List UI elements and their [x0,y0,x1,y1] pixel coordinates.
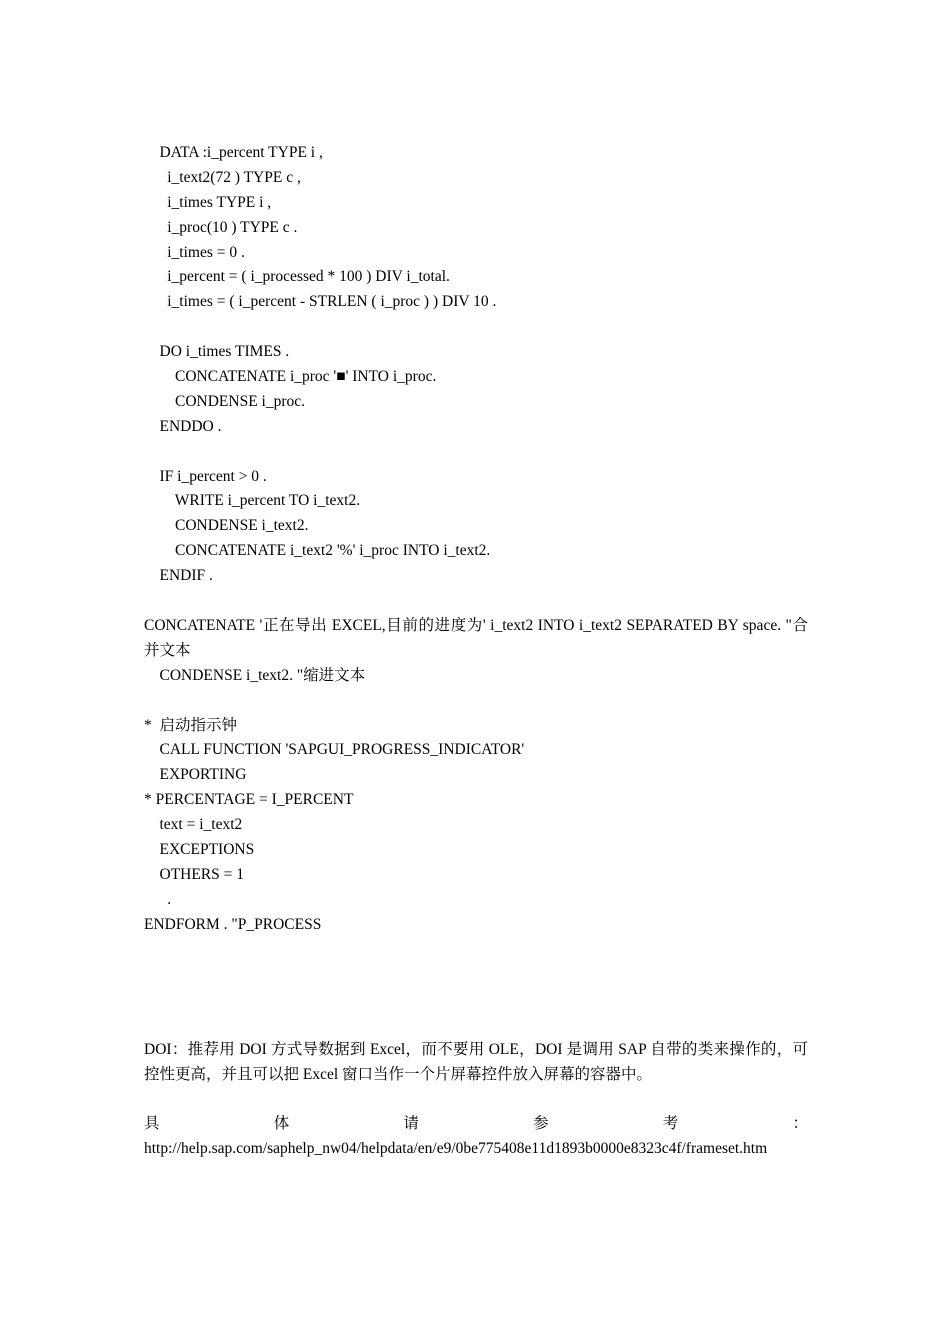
code-line [144,315,808,340]
code-block [144,141,808,938]
code-line: ENDDO . [144,417,222,435]
doi-paragraph: DOI：推荐用 DOI 方式导数据到 Excel，而不要用 OLE，DOI 是调用 SAP 自带的类来操作的，可控性更高，并且可以把 Excel 窗口当作一个片屏幕控件放入屏幕的容器中。 [144,1041,808,1083]
code-line: WRITE i_percent TO i_text2. [144,492,361,510]
code-line: OTHERS = 1 [144,865,245,883]
code-line: CONCATENATE i_text2 '%' i_proc INTO i_text2. [144,542,491,560]
reference-url[interactable]: http://help.sap.com/saphelp_nw04/helpdata/en/e9/0be775408e11d1893b0000e8323c4f/frameset.htm [144,1139,768,1157]
reference-block [144,1112,808,1162]
reference-heading [144,1112,808,1137]
code-line-concatenate: CONCATENATE '正在导出 EXCEL,目前的进度为' i_text2 INTO i_text2 SEPARATED BY space. "合并文本 [144,616,808,659]
code-line: EXCEPTIONS [144,840,255,858]
reference-char: 考 [662,1115,679,1132]
code-line: CALL FUNCTION 'SAPGUI_PROGRESS_INDICATOR' [144,741,525,759]
code-line: CONDENSE i_text2. [144,517,309,535]
code-line: ENDIF . [144,567,213,585]
code-line: . [144,890,172,908]
code-line [144,440,808,465]
code-line: CONCATENATE i_proc '■' INTO i_proc. [144,368,437,386]
code-line: text = i_text2 [144,816,243,834]
code-line: CONDENSE i_text2. "缩进文本 [144,666,366,684]
code-line: i_text2(72 ) TYPE c , [144,168,301,186]
code-line: IF i_percent > 0 . [144,467,267,485]
code-line [144,689,808,714]
code-line: i_percent = ( i_processed * 100 ) DIV i_total. [144,268,450,286]
code-line: DATA :i_percent TYPE i , [144,144,323,161]
code-line [144,589,808,614]
code-comment: * 启动指示钟 [144,716,238,734]
code-line: i_proc(10 ) TYPE c . [144,218,298,236]
code-line: i_times TYPE i , [144,193,272,211]
code-line: EXPORTING [144,766,247,784]
code-line: i_times = ( i_percent - STRLEN ( i_proc ) ) DIV 10 . [144,293,497,311]
code-comment: * PERCENTAGE = I_PERCENT [144,791,354,809]
reference-char: ： [792,1115,808,1132]
code-line: CONDENSE i_proc. [144,392,306,410]
code-line: DO i_times TIMES . [144,343,290,361]
code-line: i_times = 0 . [144,243,245,261]
code-line: ENDFORM . "P_PROCESS [144,915,322,933]
reference-char: 体 [273,1115,290,1132]
reference-char: 具 [144,1115,160,1132]
reference-char: 请 [403,1115,419,1132]
reference-char: 参 [533,1115,549,1132]
